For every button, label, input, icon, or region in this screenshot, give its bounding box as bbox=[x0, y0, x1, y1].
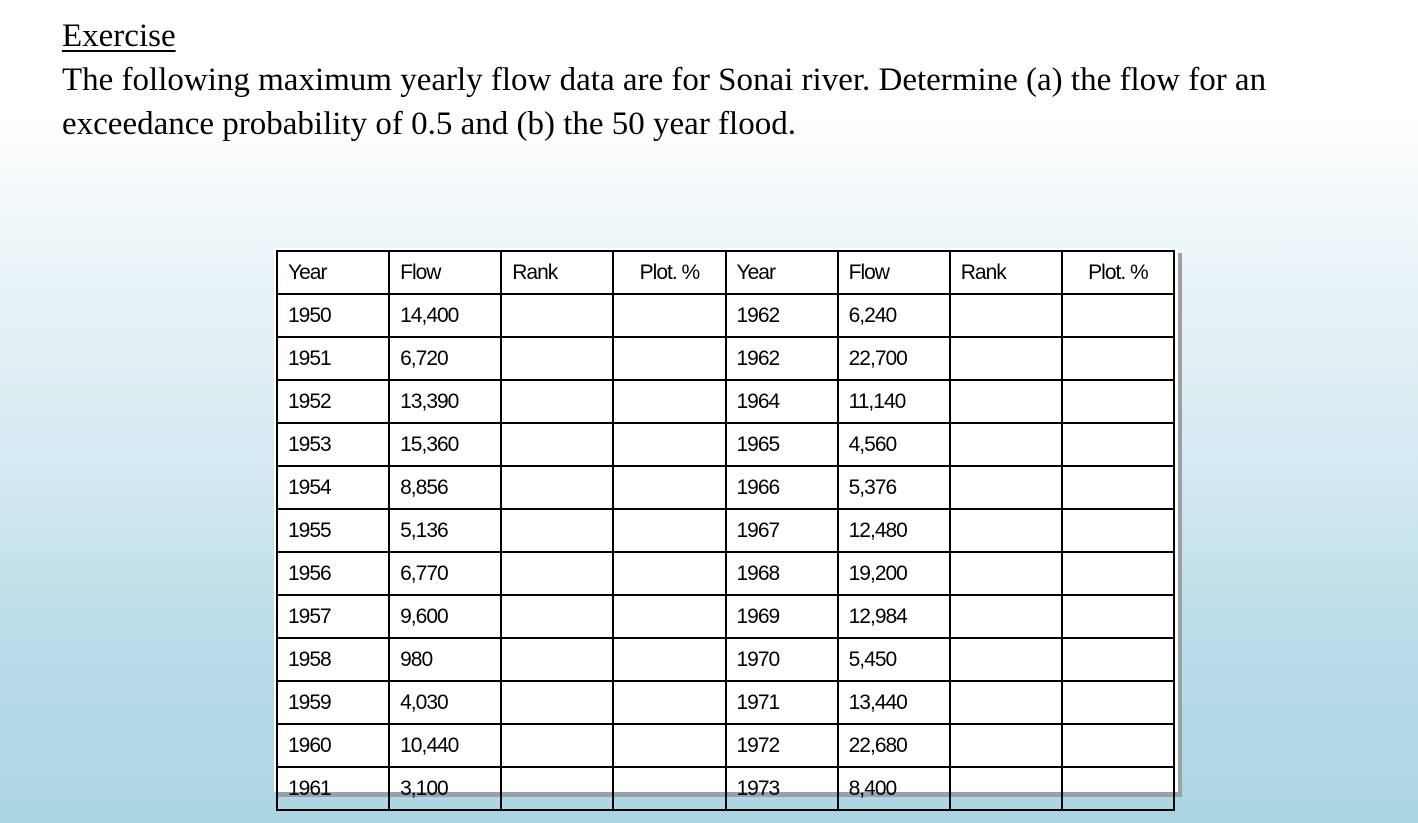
header-year-left: Year bbox=[277, 251, 389, 294]
cell-plot-right bbox=[1062, 423, 1174, 466]
cell-rank-left bbox=[501, 466, 613, 509]
cell-plot-left bbox=[613, 681, 725, 724]
cell-plot-left bbox=[613, 724, 725, 767]
cell-flow-left: 5,136 bbox=[389, 509, 501, 552]
cell-flow-left: 13,390 bbox=[389, 380, 501, 423]
cell-rank-left bbox=[501, 509, 613, 552]
header-year-right: Year bbox=[726, 251, 838, 294]
cell-year-right: 1962 bbox=[726, 294, 838, 337]
cell-year-right: 1962 bbox=[726, 337, 838, 380]
cell-flow-left: 6,720 bbox=[389, 337, 501, 380]
cell-flow-right: 4,560 bbox=[838, 423, 950, 466]
cell-flow-right: 11,140 bbox=[838, 380, 950, 423]
header-plot-right: Plot. % bbox=[1062, 251, 1174, 294]
header-plot-left: Plot. % bbox=[613, 251, 725, 294]
cell-year-left: 1958 bbox=[277, 638, 389, 681]
cell-plot-right bbox=[1062, 509, 1174, 552]
table-row bbox=[277, 681, 1174, 724]
cell-plot-right bbox=[1062, 337, 1174, 380]
cell-rank-right bbox=[950, 767, 1062, 810]
cell-flow-right: 22,680 bbox=[838, 724, 950, 767]
cell-rank-left bbox=[501, 595, 613, 638]
cell-flow-left: 4,030 bbox=[389, 681, 501, 724]
cell-rank-right bbox=[950, 595, 1062, 638]
cell-year-left: 1951 bbox=[277, 337, 389, 380]
cell-rank-right bbox=[950, 552, 1062, 595]
cell-plot-left bbox=[613, 552, 725, 595]
cell-year-left: 1953 bbox=[277, 423, 389, 466]
table-row bbox=[277, 595, 1174, 638]
cell-plot-right bbox=[1062, 380, 1174, 423]
cell-year-left: 1954 bbox=[277, 466, 389, 509]
cell-plot-right bbox=[1062, 595, 1174, 638]
cell-rank-left bbox=[501, 724, 613, 767]
cell-plot-left bbox=[613, 466, 725, 509]
header-rank-right: Rank bbox=[950, 251, 1062, 294]
cell-year-right: 1973 bbox=[726, 767, 838, 810]
table-row bbox=[277, 423, 1174, 466]
table-row bbox=[277, 380, 1174, 423]
cell-rank-left bbox=[501, 337, 613, 380]
cell-year-left: 1957 bbox=[277, 595, 389, 638]
cell-flow-right: 5,376 bbox=[838, 466, 950, 509]
cell-rank-right bbox=[950, 294, 1062, 337]
cell-rank-right bbox=[950, 337, 1062, 380]
table-row bbox=[277, 337, 1174, 380]
cell-plot-right bbox=[1062, 552, 1174, 595]
cell-year-left: 1960 bbox=[277, 724, 389, 767]
table-row bbox=[277, 509, 1174, 552]
cell-year-right: 1970 bbox=[726, 638, 838, 681]
cell-plot-right bbox=[1062, 638, 1174, 681]
cell-year-left: 1961 bbox=[277, 767, 389, 810]
cell-rank-right bbox=[950, 423, 1062, 466]
cell-rank-left bbox=[501, 423, 613, 466]
cell-flow-right: 12,480 bbox=[838, 509, 950, 552]
cell-flow-left: 6,770 bbox=[389, 552, 501, 595]
cell-plot-left bbox=[613, 294, 725, 337]
cell-flow-left: 10,440 bbox=[389, 724, 501, 767]
table-row bbox=[277, 552, 1174, 595]
cell-rank-right bbox=[950, 638, 1062, 681]
cell-flow-right: 13,440 bbox=[838, 681, 950, 724]
cell-year-right: 1967 bbox=[726, 509, 838, 552]
cell-year-right: 1971 bbox=[726, 681, 838, 724]
cell-year-right: 1969 bbox=[726, 595, 838, 638]
cell-rank-right bbox=[950, 681, 1062, 724]
cell-year-right: 1966 bbox=[726, 466, 838, 509]
cell-flow-right: 8,400 bbox=[838, 767, 950, 810]
header-flow-right: Flow bbox=[838, 251, 950, 294]
cell-plot-left bbox=[613, 595, 725, 638]
cell-plot-left bbox=[613, 337, 725, 380]
cell-plot-right bbox=[1062, 724, 1174, 767]
table-header-row bbox=[277, 251, 1174, 294]
cell-plot-left bbox=[613, 638, 725, 681]
cell-rank-right bbox=[950, 380, 1062, 423]
flow-table-container bbox=[274, 248, 1178, 800]
cell-year-right: 1965 bbox=[726, 423, 838, 466]
cell-plot-right bbox=[1062, 466, 1174, 509]
cell-year-left: 1955 bbox=[277, 509, 389, 552]
table-row bbox=[277, 724, 1174, 767]
exercise-heading: Exercise bbox=[62, 18, 176, 54]
cell-flow-right: 12,984 bbox=[838, 595, 950, 638]
cell-flow-left: 3,100 bbox=[389, 767, 501, 810]
flow-data-table bbox=[276, 250, 1175, 811]
cell-year-left: 1956 bbox=[277, 552, 389, 595]
cell-plot-left bbox=[613, 380, 725, 423]
cell-flow-left: 8,856 bbox=[389, 466, 501, 509]
table-row bbox=[277, 638, 1174, 681]
table-row bbox=[277, 767, 1174, 810]
table-row bbox=[277, 466, 1174, 509]
cell-plot-left bbox=[613, 767, 725, 810]
cell-rank-right bbox=[950, 509, 1062, 552]
cell-rank-left bbox=[501, 294, 613, 337]
cell-flow-left: 15,360 bbox=[389, 423, 501, 466]
cell-rank-left bbox=[501, 681, 613, 724]
cell-rank-left bbox=[501, 552, 613, 595]
table-row bbox=[277, 294, 1174, 337]
cell-flow-left: 14,400 bbox=[389, 294, 501, 337]
cell-rank-left bbox=[501, 767, 613, 810]
cell-plot-right bbox=[1062, 681, 1174, 724]
cell-flow-right: 22,700 bbox=[838, 337, 950, 380]
header-rank-left: Rank bbox=[501, 251, 613, 294]
exercise-prompt: The following maximum yearly flow data are for Sonai river. Determine (a) the flow for an exceedance probability of 0.5 and (b) the 50 year flood. bbox=[62, 62, 1267, 142]
cell-year-left: 1959 bbox=[277, 681, 389, 724]
cell-year-left: 1950 bbox=[277, 294, 389, 337]
cell-rank-left bbox=[501, 380, 613, 423]
cell-plot-right bbox=[1062, 767, 1174, 810]
cell-year-left: 1952 bbox=[277, 380, 389, 423]
cell-rank-right bbox=[950, 466, 1062, 509]
cell-plot-left bbox=[613, 509, 725, 552]
cell-flow-left: 980 bbox=[389, 638, 501, 681]
cell-rank-left bbox=[501, 638, 613, 681]
cell-flow-left: 9,600 bbox=[389, 595, 501, 638]
header-flow-left: Flow bbox=[389, 251, 501, 294]
table-body bbox=[277, 294, 1174, 810]
cell-plot-left bbox=[613, 423, 725, 466]
cell-flow-right: 5,450 bbox=[838, 638, 950, 681]
cell-flow-right: 19,200 bbox=[838, 552, 950, 595]
cell-plot-right bbox=[1062, 294, 1174, 337]
cell-flow-right: 6,240 bbox=[838, 294, 950, 337]
cell-year-right: 1964 bbox=[726, 380, 838, 423]
cell-year-right: 1968 bbox=[726, 552, 838, 595]
cell-rank-right bbox=[950, 724, 1062, 767]
cell-year-right: 1972 bbox=[726, 724, 838, 767]
